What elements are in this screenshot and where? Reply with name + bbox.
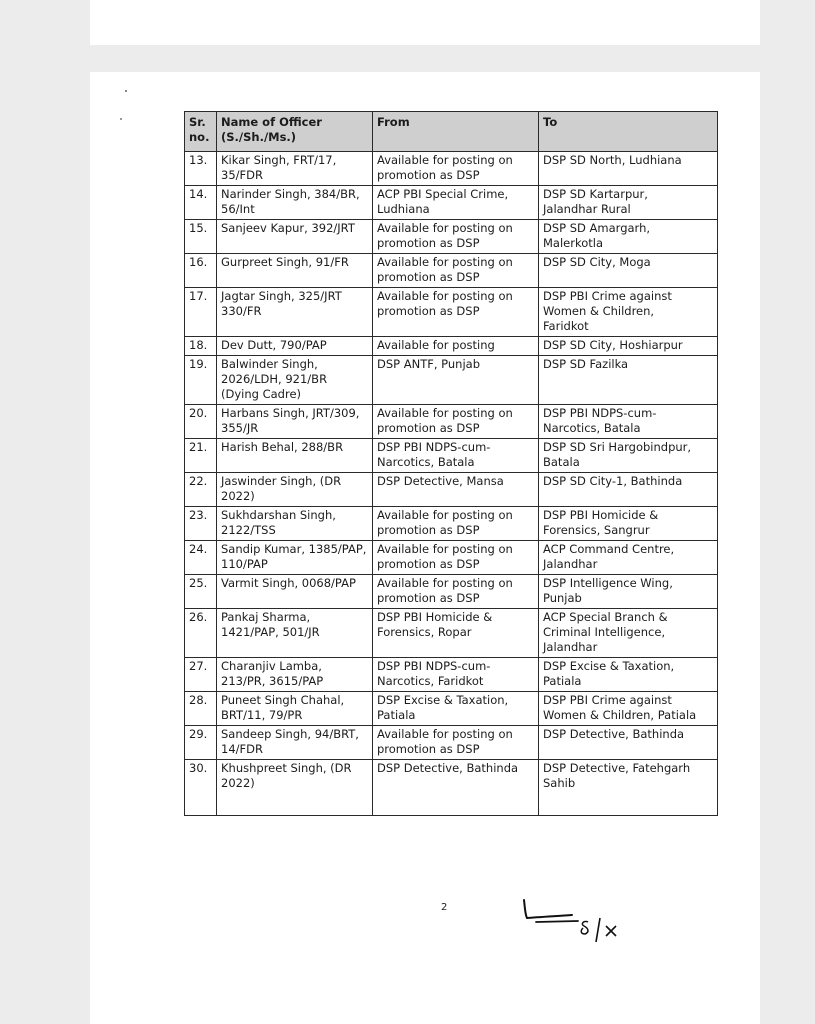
cell-text: Available for posting on promotion as DSP xyxy=(377,289,513,318)
cell-to xyxy=(539,473,718,507)
cell-text: Harish Behal, 288/BR xyxy=(221,440,344,454)
cell-officer-name xyxy=(217,507,373,541)
cell-text: Sandeep Singh, 94/BRT, 14/FDR xyxy=(221,727,359,756)
header-sr-no: Sr. no. xyxy=(185,112,217,152)
cell-sr-no xyxy=(185,473,217,507)
cell-text: Sandip Kumar, 1385/PAP, 110/PAP xyxy=(221,542,367,571)
scan-speck xyxy=(120,118,122,120)
cell-sr-no xyxy=(185,609,217,658)
table-row xyxy=(185,439,718,473)
cell-text: 25. xyxy=(189,576,208,590)
table-row xyxy=(185,254,718,288)
table-header-row xyxy=(185,112,718,152)
cell-to xyxy=(539,726,718,760)
cell-text: DSP Excise & Taxation, Patiala xyxy=(543,659,675,688)
handwritten-initials xyxy=(518,896,638,950)
table-row xyxy=(185,541,718,575)
cell-text: Balwinder Singh, 2026/LDH, 921/BR (Dying Cadre) xyxy=(221,357,328,401)
table-row xyxy=(185,726,718,760)
cell-officer-name xyxy=(217,760,373,816)
cell-text: Available for posting on promotion as DSP xyxy=(377,406,513,435)
cell-to xyxy=(539,658,718,692)
cell-sr-no xyxy=(185,439,217,473)
cell-officer-name xyxy=(217,288,373,337)
cell-to xyxy=(539,575,718,609)
cell-officer-name xyxy=(217,726,373,760)
cell-text: 20. xyxy=(189,406,208,420)
table-row xyxy=(185,473,718,507)
table-row xyxy=(185,658,718,692)
cell-text: Puneet Singh Chahal, BRT/11, 79/PR xyxy=(221,693,345,722)
cell-text: 15. xyxy=(189,221,208,235)
cell-officer-name xyxy=(217,473,373,507)
cell-text: DSP PBI NDPS-cum- Narcotics, Faridkot xyxy=(377,659,491,688)
cell-text: DSP SD Kartarpur, Jalandhar Rural xyxy=(543,187,648,216)
cell-text: 22. xyxy=(189,474,208,488)
cell-to xyxy=(539,439,718,473)
cell-text: DSP Detective, Fatehgarh Sahib xyxy=(543,761,691,790)
cell-from xyxy=(373,254,539,288)
header-from: From xyxy=(373,112,539,152)
cell-to xyxy=(539,220,718,254)
table-row xyxy=(185,405,718,439)
posting-table xyxy=(184,111,718,816)
cell-sr-no xyxy=(185,186,217,220)
cell-text: ACP Command Centre, Jalandhar xyxy=(543,542,675,571)
cell-to xyxy=(539,541,718,575)
cell-officer-name xyxy=(217,220,373,254)
previous-page-bottom xyxy=(90,0,760,45)
cell-to xyxy=(539,609,718,658)
cell-from xyxy=(373,288,539,337)
cell-text: Khushpreet Singh, (DR 2022) xyxy=(221,761,352,790)
cell-text: Available for posting on promotion as DSP xyxy=(377,576,513,605)
cell-officer-name xyxy=(217,658,373,692)
cell-to xyxy=(539,760,718,816)
cell-text: DSP Excise & Taxation, Patiala xyxy=(377,693,509,722)
cell-officer-name xyxy=(217,439,373,473)
cell-to xyxy=(539,152,718,186)
cell-officer-name xyxy=(217,692,373,726)
cell-sr-no xyxy=(185,337,217,356)
cell-text: DSP Detective, Bathinda xyxy=(543,727,685,741)
cell-to xyxy=(539,254,718,288)
cell-sr-no xyxy=(185,507,217,541)
cell-officer-name xyxy=(217,186,373,220)
cell-text: ACP Special Branch & Criminal Intelligence, Jalandhar xyxy=(543,610,668,654)
cell-text: DSP PBI NDPS-cum- Narcotics, Batala xyxy=(543,406,657,435)
cell-text: Sukhdarshan Singh, 2122/TSS xyxy=(221,508,336,537)
cell-from xyxy=(373,692,539,726)
cell-text: DSP PBI Homicide & Forensics, Sangrur xyxy=(543,508,659,537)
cell-sr-no xyxy=(185,152,217,186)
cell-from xyxy=(373,473,539,507)
cell-text: 23. xyxy=(189,508,208,522)
header-to: To xyxy=(539,112,718,152)
cell-officer-name xyxy=(217,575,373,609)
table-row xyxy=(185,760,718,816)
table-row xyxy=(185,507,718,541)
cell-text: DSP PBI Crime against Women & Children, Patiala xyxy=(543,693,697,722)
table-row xyxy=(185,220,718,254)
cell-text: Charanjiv Lamba, 213/PR, 3615/PAP xyxy=(221,659,324,688)
cell-text: DSP ANTF, Punjab xyxy=(377,357,481,371)
cell-officer-name xyxy=(217,254,373,288)
cell-text: DSP SD Fazilka xyxy=(543,357,629,371)
cell-from xyxy=(373,220,539,254)
cell-text: Narinder Singh, 384/BR, 56/Int xyxy=(221,187,360,216)
cell-sr-no xyxy=(185,254,217,288)
cell-text: 13. xyxy=(189,153,208,167)
cell-from xyxy=(373,575,539,609)
cell-text: 27. xyxy=(189,659,208,673)
cell-officer-name xyxy=(217,152,373,186)
cell-from xyxy=(373,186,539,220)
cell-text: Sanjeev Kapur, 392/JRT xyxy=(221,221,355,235)
cell-from xyxy=(373,152,539,186)
cell-text: DSP SD North, Ludhiana xyxy=(543,153,682,167)
table-row xyxy=(185,337,718,356)
table-row xyxy=(185,692,718,726)
cell-to xyxy=(539,186,718,220)
cell-text: Kikar Singh, FRT/17, 35/FDR xyxy=(221,153,337,182)
cell-text: Available for posting on promotion as DSP xyxy=(377,255,513,284)
table-row xyxy=(185,609,718,658)
cell-text: DSP SD City, Moga xyxy=(543,255,651,269)
cell-from xyxy=(373,658,539,692)
document-page xyxy=(90,72,760,1024)
table-row xyxy=(185,288,718,337)
cell-text: 21. xyxy=(189,440,208,454)
cell-text: Varmit Singh, 0068/PAP xyxy=(221,576,356,590)
cell-sr-no xyxy=(185,541,217,575)
cell-from xyxy=(373,609,539,658)
page-number: 2 xyxy=(441,902,448,913)
scan-speck xyxy=(125,90,127,92)
cell-from xyxy=(373,439,539,473)
cell-text: Available for posting on promotion as DSP xyxy=(377,508,513,537)
cell-sr-no xyxy=(185,760,217,816)
cell-text: Available for posting on promotion as DSP xyxy=(377,727,513,756)
cell-text: DSP PBI Homicide & Forensics, Ropar xyxy=(377,610,493,639)
cell-text: 14. xyxy=(189,187,208,201)
cell-text: Available for posting on promotion as DSP xyxy=(377,153,513,182)
cell-text: 24. xyxy=(189,542,208,556)
cell-sr-no xyxy=(185,726,217,760)
cell-text: DSP PBI NDPS-cum- Narcotics, Batala xyxy=(377,440,491,469)
cell-to xyxy=(539,337,718,356)
cell-to xyxy=(539,405,718,439)
cell-text: ACP PBI Special Crime, Ludhiana xyxy=(377,187,509,216)
cell-text: 17. xyxy=(189,289,208,303)
cell-to xyxy=(539,507,718,541)
cell-text: Available for posting on promotion as DSP xyxy=(377,542,513,571)
cell-text: 18. xyxy=(189,338,208,352)
cell-text: Harbans Singh, JRT/309, 355/JR xyxy=(221,406,360,435)
cell-text: DSP Detective, Bathinda xyxy=(377,761,519,775)
cell-text: Available for posting xyxy=(377,338,495,352)
cell-text: Pankaj Sharma, 1421/PAP, 501/JR xyxy=(221,610,320,639)
cell-text: Jagtar Singh, 325/JRT 330/FR xyxy=(221,289,342,318)
cell-officer-name xyxy=(217,609,373,658)
cell-text: 30. xyxy=(189,761,208,775)
cell-officer-name xyxy=(217,405,373,439)
cell-text: Available for posting on promotion as DSP xyxy=(377,221,513,250)
cell-sr-no xyxy=(185,658,217,692)
cell-text: DSP Intelligence Wing, Punjab xyxy=(543,576,673,605)
cell-text: Jaswinder Singh, (DR 2022) xyxy=(221,474,342,503)
cell-text: DSP SD City-1, Bathinda xyxy=(543,474,683,488)
table-row xyxy=(185,152,718,186)
cell-from xyxy=(373,760,539,816)
cell-text: DSP SD Sri Hargobindpur, Batala xyxy=(543,440,692,469)
cell-to xyxy=(539,356,718,405)
cell-to xyxy=(539,692,718,726)
cell-text: 19. xyxy=(189,357,208,371)
cell-sr-no xyxy=(185,356,217,405)
table-row xyxy=(185,575,718,609)
header-name-of-officer: Name of Officer (S./Sh./Ms.) xyxy=(217,112,373,152)
cell-from xyxy=(373,405,539,439)
cell-text: Dev Dutt, 790/PAP xyxy=(221,338,327,352)
cell-text: DSP PBI Crime against Women & Children, Faridkot xyxy=(543,289,672,333)
cell-sr-no xyxy=(185,288,217,337)
cell-text: DSP SD City, Hoshiarpur xyxy=(543,338,683,352)
cell-text: DSP SD Amargarh, Malerkotla xyxy=(543,221,651,250)
cell-from xyxy=(373,507,539,541)
cell-from xyxy=(373,356,539,405)
table-row xyxy=(185,356,718,405)
cell-from xyxy=(373,541,539,575)
cell-officer-name xyxy=(217,541,373,575)
cell-text: Gurpreet Singh, 91/FR xyxy=(221,255,349,269)
cell-to xyxy=(539,288,718,337)
cell-officer-name xyxy=(217,337,373,356)
cell-from xyxy=(373,726,539,760)
cell-text: 28. xyxy=(189,693,208,707)
table-row xyxy=(185,186,718,220)
cell-sr-no xyxy=(185,575,217,609)
cell-text: DSP Detective, Mansa xyxy=(377,474,504,488)
cell-text: 26. xyxy=(189,610,208,624)
cell-text: 16. xyxy=(189,255,208,269)
cell-sr-no xyxy=(185,220,217,254)
cell-from xyxy=(373,337,539,356)
cell-text: 29. xyxy=(189,727,208,741)
cell-sr-no xyxy=(185,405,217,439)
cell-officer-name xyxy=(217,356,373,405)
cell-sr-no xyxy=(185,692,217,726)
